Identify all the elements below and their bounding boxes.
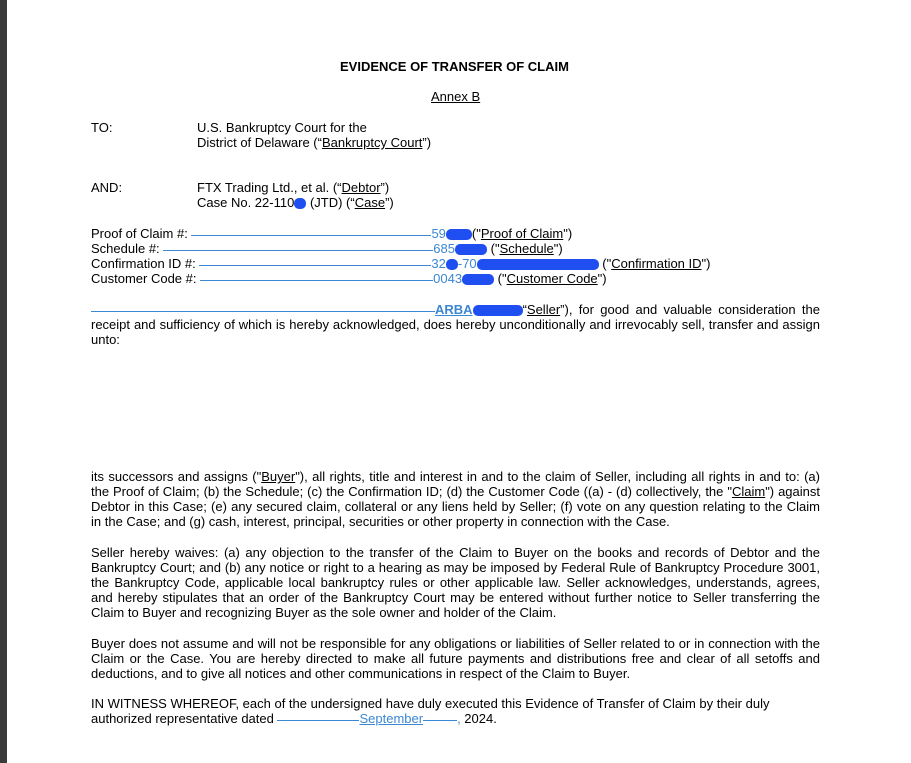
and-line-1: FTX Trading Ltd., et al. (“Debtor”) [197, 180, 390, 195]
assignment-paragraph: its successors and assigns ("Buyer"), all rights, title and interest in and to the claim of Seller, including all rights in and to: (a) the Proof of Claim; (b) the Schedule; (c) the Confirmation ID; (d) the Customer Code ((a) - (d) collectively, the "Claim") against Debtor in this Case; (e) any secured claim, collateral or any liens held by Seller; (f) vote on any question relating to the Claim in the Case; and (g) cash, interest, principal, securities or other property in connection with the Case. [91, 469, 820, 529]
witness-line-2: authorized representative dated September , 2024. [91, 711, 497, 726]
buyer-obligations-paragraph: Buyer does not assume and will not be responsible for any obligations or liabilities of Seller related to or in connection with the Claim or the Case. You are hereby directed to make all future payments and distributions free and clear of all setoffs and deductions, and to give all notices and other communications in respect of the Claim to Buyer. [91, 636, 820, 681]
document-title: EVIDENCE OF TRANSFER OF CLAIM [340, 59, 569, 74]
witness-line-1: IN WITNESS WHEREOF, each of the undersigned have duly executed this Evidence of Transfer of Claim by their duly [91, 696, 770, 711]
revision-leader [277, 720, 359, 721]
defined-term-debtor: Debtor [341, 180, 381, 195]
customer-code-line: Customer Code #: 0043 ("Customer Code") [91, 271, 607, 286]
left-gutter [0, 0, 7, 763]
to-line-2: District of Delaware (“Bankruptcy Court”) [197, 135, 432, 150]
defined-term-case: Case [354, 195, 386, 210]
revision-leader [163, 250, 433, 251]
proof-of-claim-line: Proof of Claim #: 59 ("Proof of Claim") [91, 226, 573, 241]
defined-term-buyer: Buyer [261, 469, 296, 484]
schedule-line: Schedule #: 685 ("Schedule") [91, 241, 563, 256]
redaction-mark [446, 259, 458, 270]
redaction-mark [473, 305, 523, 316]
redaction-mark [455, 244, 487, 255]
revision-leader [91, 311, 435, 312]
and-label: AND: [91, 180, 123, 195]
defined-term-claim: Claim [731, 484, 766, 499]
revision-leader [191, 235, 431, 236]
to-line-1: U.S. Bankruptcy Court for the [197, 120, 367, 135]
annex-label: Annex B [431, 89, 481, 104]
redaction-mark [477, 259, 599, 270]
defined-term-seller: Seller [526, 302, 561, 317]
seller-paragraph: ARBA “Seller”), for good and valuable consideration the receipt and sufficiency of which is hereby acknowledged, does hereby unconditionally and irrevocably sell, transfer and assign unto: [91, 302, 820, 347]
redaction-mark [294, 198, 306, 209]
to-label: TO: [91, 120, 113, 135]
waiver-paragraph: Seller hereby waives: (a) any objection to the transfer of the Claim to Buyer on the books and records of Debtor and the Bankruptcy Court; and (b) any notice or right to a hearing as may be imposed by Federal Rule of Bankruptcy Procedure 3001, the Bankruptcy Code, applicable local bankruptcy rules or other applicable law. Seller acknowledges, understands, agrees, and hereby stipulates that an order of the Bankruptcy Court may be entered without further notice to Seller transferring the Claim to Buyer and recognizing Buyer as the sole owner and holder of the Claim. [91, 545, 820, 620]
document-page [7, 0, 911, 763]
redaction-mark [462, 274, 494, 285]
confirmation-id-line: Confirmation ID #: 32 -70 ("Confirmation ID") [91, 256, 711, 271]
redaction-mark [446, 229, 472, 240]
revision-leader [200, 280, 433, 281]
and-line-2: Case No. 22-110 (JTD) (“Case”) [197, 195, 394, 210]
defined-term-bankruptcy-court: Bankruptcy Court [321, 135, 423, 150]
revision-leader [423, 720, 457, 721]
revision-leader [199, 265, 431, 266]
